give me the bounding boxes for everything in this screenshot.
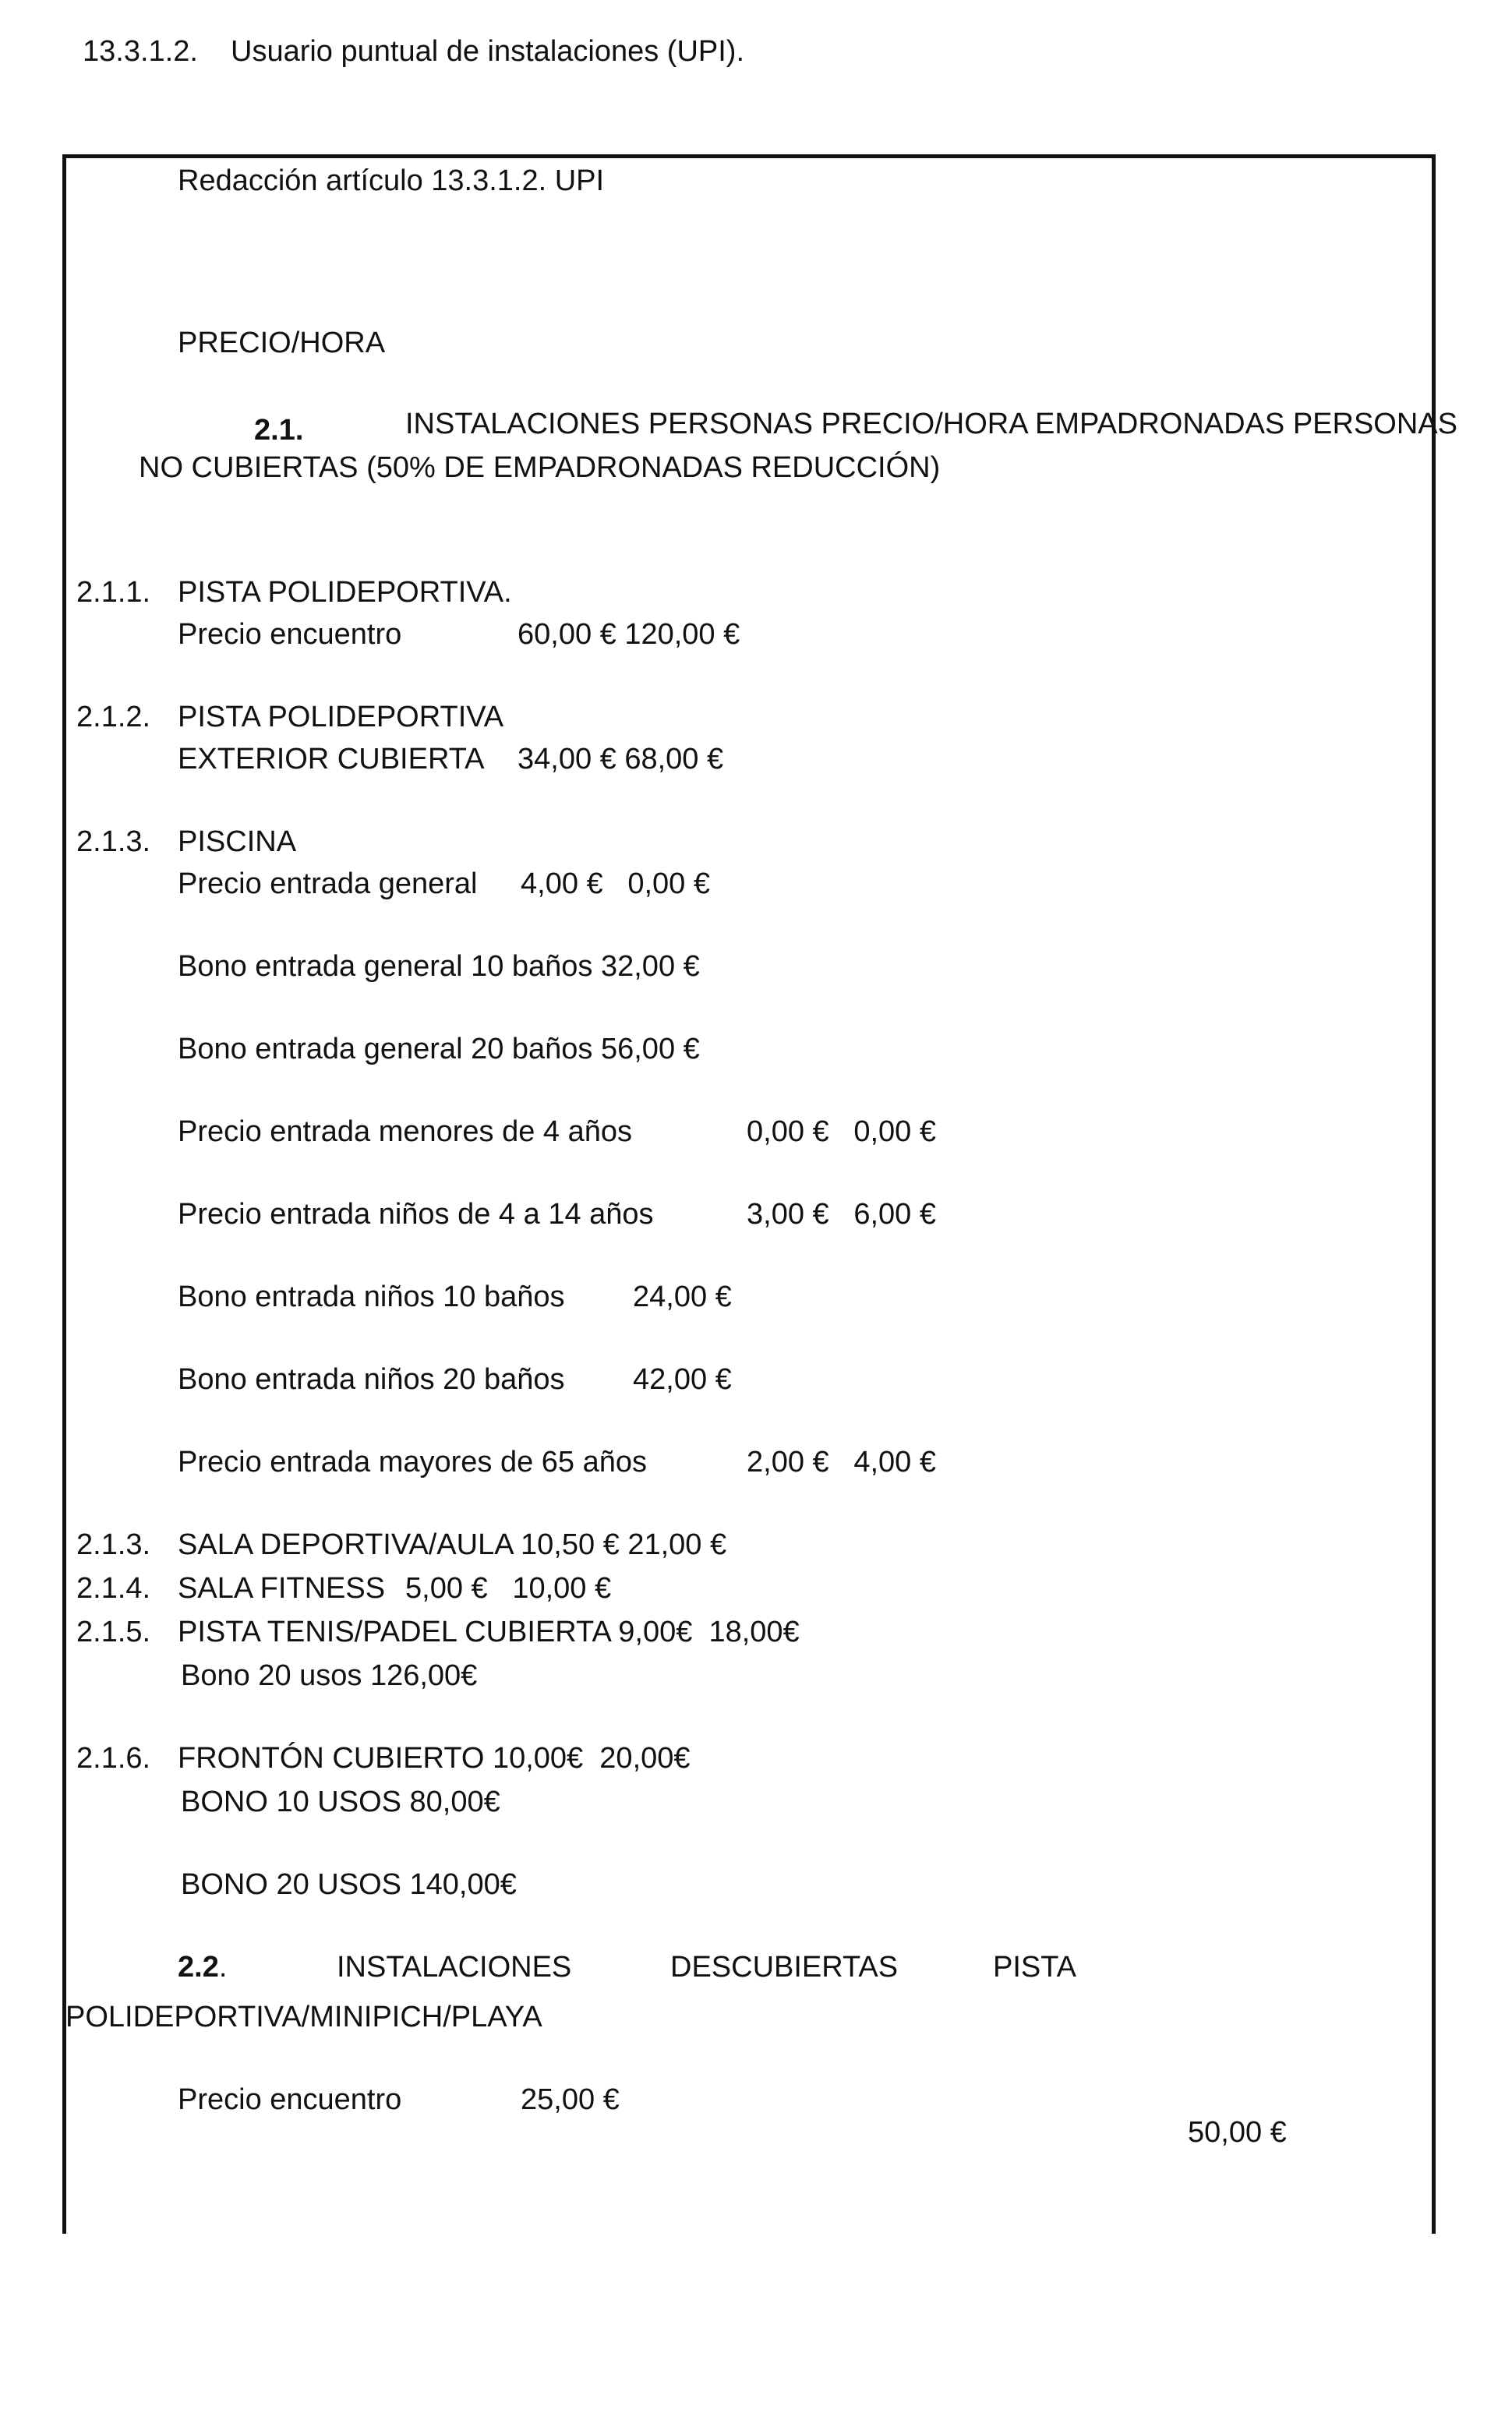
item-title: SALA DEPORTIVA/AULA [178, 1528, 514, 1561]
price-value: 0,00 € 0,00 € [747, 1115, 936, 1148]
section-2-2-word: DESCUBIERTAS [670, 1951, 899, 1984]
section-title: Usuario puntual de instalaciones (UPI). [231, 35, 745, 68]
price-line: Bono entrada general 20 baños 56,00 € [178, 1033, 700, 1065]
price-line: Bono entrada niños 20 baños [178, 1363, 565, 1396]
item-sub: Precio encuentro [178, 618, 402, 651]
item-price: 5,00 € 10,00 € [405, 1572, 612, 1605]
item-price: 50,00 € [1188, 2116, 1287, 2149]
item-bono: BONO 20 USOS 140,00€ [181, 1868, 517, 1901]
precio-hora-label: PRECIO/HORA [178, 327, 386, 359]
price-line: Precio entrada menores de 4 años [178, 1115, 633, 1148]
price-value: 24,00 € [633, 1281, 732, 1313]
section-2-2-word: PISTA [993, 1951, 1076, 1984]
section-2-1-number: 2.1. [254, 414, 304, 447]
item-number: 2.1.6. [76, 1742, 151, 1775]
item-price: 60,00 € 120,00 € [518, 618, 740, 651]
item-title: PISTA POLIDEPORTIVA. [178, 576, 512, 609]
section-2-2-number [178, 1950, 227, 1984]
price-value: 4,00 € 0,00 € [521, 867, 710, 900]
section-2-2-dot: . [218, 1951, 228, 1984]
item-number: 2.1.5. [76, 1616, 151, 1648]
price-value: 2,00 € 4,00 € [747, 1446, 936, 1479]
item-title: PISTA POLIDEPORTIVA [178, 701, 504, 733]
item-sub: EXTERIOR CUBIERTA [178, 743, 485, 775]
item-bono: BONO 10 USOS 80,00€ [181, 1786, 500, 1818]
section-number: 13.3.1.2. [83, 35, 198, 68]
price-line: Precio entrada general [178, 867, 478, 900]
section-2-2-word: INSTALACIONES [337, 1951, 572, 1984]
price-line: Bono entrada niños 10 baños [178, 1281, 565, 1313]
price-value: 3,00 € 6,00 € [747, 1198, 936, 1231]
item-price: 25,00 € [521, 2083, 620, 2116]
item-title: SALA FITNESS [178, 1572, 386, 1605]
item-title: PISCINA [178, 825, 297, 858]
item-number: 2.1.2. [76, 701, 151, 733]
item-price: 34,00 € 68,00 € [518, 743, 724, 775]
item-sub: Precio encuentro [178, 2083, 402, 2116]
price-line: Bono entrada general 10 baños 32,00 € [178, 950, 700, 983]
item-title: FRONTÓN CUBIERTO 10,00€ 20,00€ [178, 1742, 691, 1775]
section-2-1-line1: INSTALACIONES PERSONAS PRECIO/HORA EMPADRONADAS PERSONAS [405, 408, 1458, 440]
box-heading: Redacción artículo 13.3.1.2. UPI [178, 164, 605, 197]
item-bono: Bono 20 usos 126,00€ [181, 1659, 478, 1692]
price-value: 42,00 € [633, 1363, 732, 1396]
item-number: 2.1.1. [76, 576, 151, 609]
item-title: PISTA TENIS/PADEL CUBIERTA 9,00€ 18,00€ [178, 1616, 800, 1648]
item-number: 2.1.3. [76, 825, 151, 858]
item-price: 10,50 € 21,00 € [521, 1528, 727, 1561]
item-number: 2.1.3. [76, 1528, 151, 1561]
price-line: Precio entrada mayores de 65 años [178, 1446, 648, 1479]
section-2-2-num: 2.2 [178, 1951, 219, 1984]
section-2-1-line2: NO CUBIERTAS (50% DE EMPADRONADAS REDUCCIÓN) [139, 451, 941, 484]
item-number: 2.1.4. [76, 1572, 151, 1605]
section-2-2-line2: POLIDEPORTIVA/MINIPICH/PLAYA [65, 2001, 542, 2033]
price-line: Precio entrada niños de 4 a 14 años [178, 1198, 654, 1231]
